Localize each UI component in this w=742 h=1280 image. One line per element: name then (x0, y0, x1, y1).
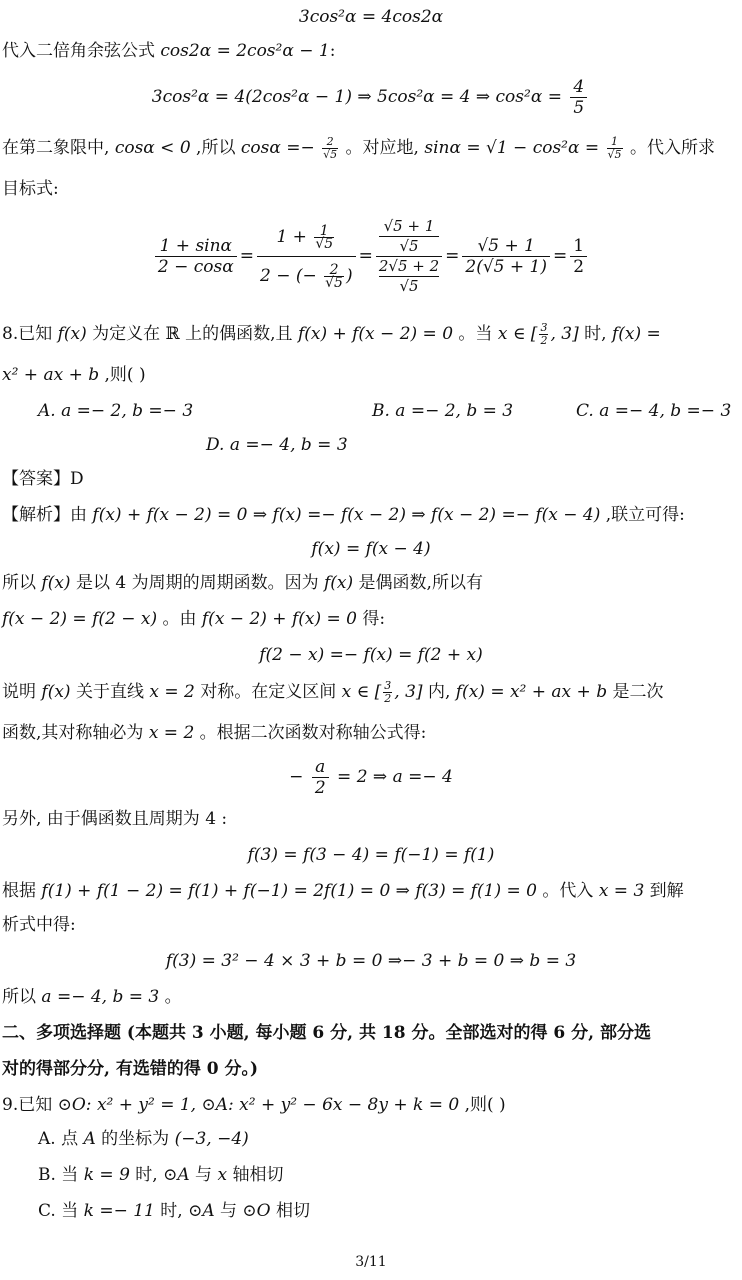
q9-option-a: A. 点 A 的坐标为 (−3, −4) (38, 1129, 249, 1149)
q8-line-2: x² + ax + b ,则( ) (2, 365, 146, 385)
answer-line: 【答案】D (2, 469, 84, 489)
solution-line-11: 根据 f(1) + f(1 − 2) = f(1) + f(−1) = 2f(1) = 0 ⇒ f(3) = f(1) = 0 。代入 x = 3 到解 (2, 881, 684, 901)
q8-line-1: 8.已知 f(x) 为定义在 ℝ 上的偶函数,且 f(x) + f(x − 2) = 0 。当 x ∈ [ $\frac{3}{2}$ , 3] 时, f(x) = (2, 321, 661, 347)
text-line-2: 代入二倍角余弦公式 cos2α = 2cos²α − 1: (2, 41, 336, 61)
text-line-4: 在第二象限中, cosα < 0 ,所以 cosα =− $\frac{2}{√5}$ 。对应地, sinα = √1 − cos²α = $\frac{1}{√5}$ 。代入所求 (2, 135, 715, 161)
solution-line-4: f(x − 2) = f(2 − x) 。由 f(x − 2) + f(x) = 0 得: (2, 609, 386, 629)
eq-line-3: 3cos²α = 4(2cos²α − 1) ⇒ 5cos²α = 4 ⇒ cos²α = $\frac{4}{5}$ (0, 74, 742, 120)
solution-line-9: 另外, 由于偶函数且周期为 4 : (2, 809, 228, 829)
eq-chain-fraction: $\frac{1 + \sin\alpha}{2 - \cos\alpha}$ = 1 + $\frac{1}{√5}$ 2 − (− $\frac{2}{√5}$ ) = √5 + 1 √5 2√5 + 2 √5 = $\frac{√5 + 1}{2(√5 + 1)}$ = $\frac{1}{2}$ (0, 206, 742, 306)
solution-line-2: f(x) = f(x − 4) (311, 539, 431, 559)
solution-line-5: f(2 − x) =− f(x) = f(2 + x) (259, 645, 483, 665)
text-line-5: 目标式: (2, 179, 59, 199)
solution-line-8: − $\frac{a}{2}$ = 2 ⇒ a =− 4 (289, 757, 453, 798)
fraction-4-5: $\frac{4}{5}$ (570, 77, 587, 118)
q8-option-c: C. a =− 4, b =− 3 (576, 401, 732, 421)
solution-line-10: f(3) = f(3 − 4) = f(−1) = f(1) (247, 845, 495, 865)
solution-line-1: 【解析】由 f(x) + f(x − 2) = 0 ⇒ f(x) =− f(x − 2) ⇒ f(x − 2) =− f(x − 4) ,联立可得: (2, 505, 685, 525)
eq-line-1: 3cos²α = 4cos2α (298, 7, 444, 27)
solution-line-3: 所以 f(x) 是以 4 为周期的周期函数。因为 f(x) 是偶函数,所以有 (2, 573, 483, 593)
page-number: 3/11 (355, 1254, 387, 1270)
q9-line-1: 9.已知 ⊙O: x² + y² = 1, ⊙A: x² + y² − 6x − 8y + k = 0 ,则( ) (2, 1095, 506, 1115)
section-2-heading-line-1: 二、多项选择题 (本题共 3 小题, 每小题 6 分, 共 18 分。全部选对的得 6 分, 部分选 (2, 1023, 651, 1043)
q9-option-b: B. 当 k = 9 时, ⊙A 与 x 轴相切 (38, 1165, 284, 1185)
solution-line-13: f(3) = 3² − 4 × 3 + b = 0 ⇒− 3 + b = 0 ⇒ b = 3 (165, 951, 577, 971)
q8-option-d: D. a =− 4, b = 3 (206, 435, 348, 455)
solution-line-14: 所以 a =− 4, b = 3 。 (2, 987, 182, 1007)
section-2-heading-line-2: 对的得部分分, 有选错的得 0 分。) (2, 1059, 259, 1079)
q9-option-c: C. 当 k =− 11 时, ⊙A 与 ⊙O 相切 (38, 1201, 311, 1221)
solution-line-6: 说明 f(x) 关于直线 x = 2 对称。在定义区间 x ∈ [ $\frac{3}{2}$ , 3] 内, f(x) = x² + ax + b 是二次 (2, 679, 664, 705)
solution-line-7: 函数,其对称轴必为 x = 2 。根据二次函数对称轴公式得: (2, 723, 427, 743)
q8-option-a: A. a =− 2, b =− 3 (38, 401, 194, 421)
solution-line-12: 析式中得: (2, 915, 76, 935)
q8-option-b: B. a =− 2, b = 3 (372, 401, 514, 421)
